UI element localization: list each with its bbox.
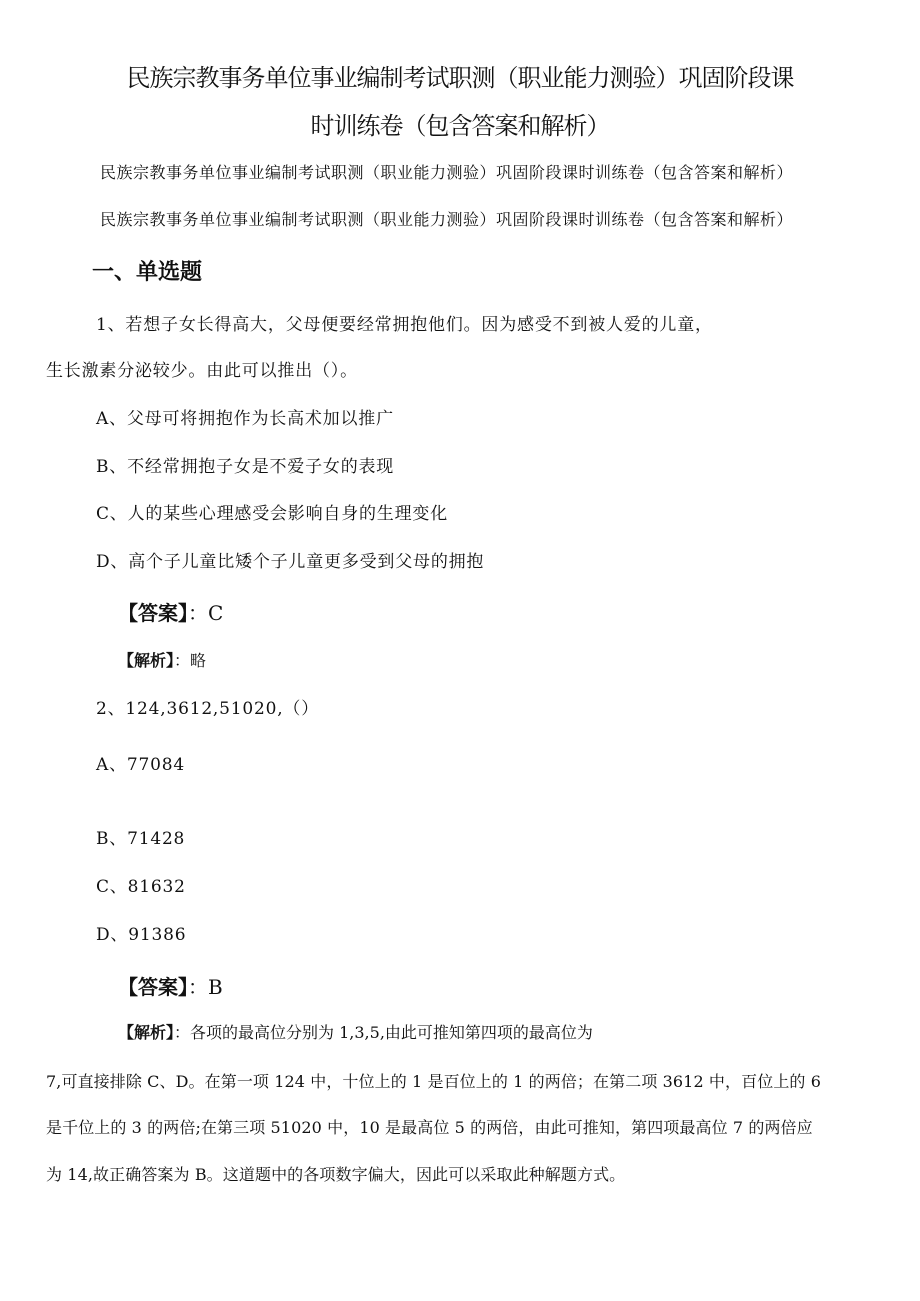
question-2-explanation — [118, 1020, 593, 1043]
explanation-label: 【解析】 — [118, 651, 175, 670]
section-heading: 一、单选题 — [92, 260, 203, 285]
question-2-answer — [118, 971, 223, 1000]
question-2-explanation-line1: 7,可直接排除 C、D。在第一项 124 中，十位上的 1 是百位上的 1 的两倍；在第二项 3612 中，百位上的 6 — [46, 1072, 821, 1091]
question-1-explanation — [118, 648, 206, 671]
question-1-stem-line1: 1、若想子女长得高大，父母便要经常拥抱他们。因为感受不到被人爱的儿童， — [96, 315, 713, 335]
question-1-stem-line2: 生长激素分泌较少。由此可以推出（）。 — [46, 361, 358, 381]
answer-label: 【答案】 — [118, 601, 188, 625]
question-2-explanation-line2: 是千位上的 3 的两倍;在第三项 51020 中，10 是最高位 5 的两倍，由此可推知，第四项最高位 7 的两倍应 — [46, 1118, 813, 1137]
explanation-text: ：略 — [174, 651, 207, 670]
question-2-stem: 2、124,3612,51020,（） — [96, 699, 320, 719]
question-2-option-d: D、91386 — [96, 925, 187, 945]
answer-label: 【答案】 — [118, 975, 188, 999]
answer-value: ：B — [188, 975, 223, 999]
question-1-answer — [118, 597, 223, 626]
question-2-option-a: A、77084 — [96, 755, 185, 775]
document-subtitle-1: 民族宗教事务单位事业编制考试职测（职业能力测验）巩固阶段课时训练卷（包含答案和解析） — [100, 163, 794, 182]
question-1-option-d: D、高个子儿童比矮个子儿童更多受到父母的拥抱 — [96, 552, 485, 572]
question-1-option-a: A、父母可将拥抱作为长高术加以推广 — [96, 409, 394, 429]
question-1-option-c: C、人的某些心理感受会影响自身的生理变化 — [96, 504, 449, 524]
explanation-label: 【解析】 — [118, 1023, 175, 1042]
document-title-line2: 时训练卷（包含答案和解析） — [310, 112, 610, 140]
document-title-line1: 民族宗教事务单位事业编制考试职测（职业能力测验）巩固阶段课 — [126, 64, 794, 92]
question-2-option-b: B、71428 — [96, 829, 186, 849]
answer-value: ：C — [188, 601, 224, 625]
question-1-option-b: B、不经常拥抱子女是不爱子女的表现 — [96, 457, 395, 477]
explanation-text: ：各项的最高位分别为 1,3,5,由此可推知第四项的最高位为 — [174, 1023, 593, 1042]
question-2-option-c: C、81632 — [96, 877, 186, 897]
document-subtitle-2: 民族宗教事务单位事业编制考试职测（职业能力测验）巩固阶段课时训练卷（包含答案和解析） — [100, 210, 794, 229]
question-2-explanation-line3: 为 14,故正确答案为 B。这道题中的各项数字偏大，因此可以采取此种解题方式。 — [46, 1165, 626, 1184]
